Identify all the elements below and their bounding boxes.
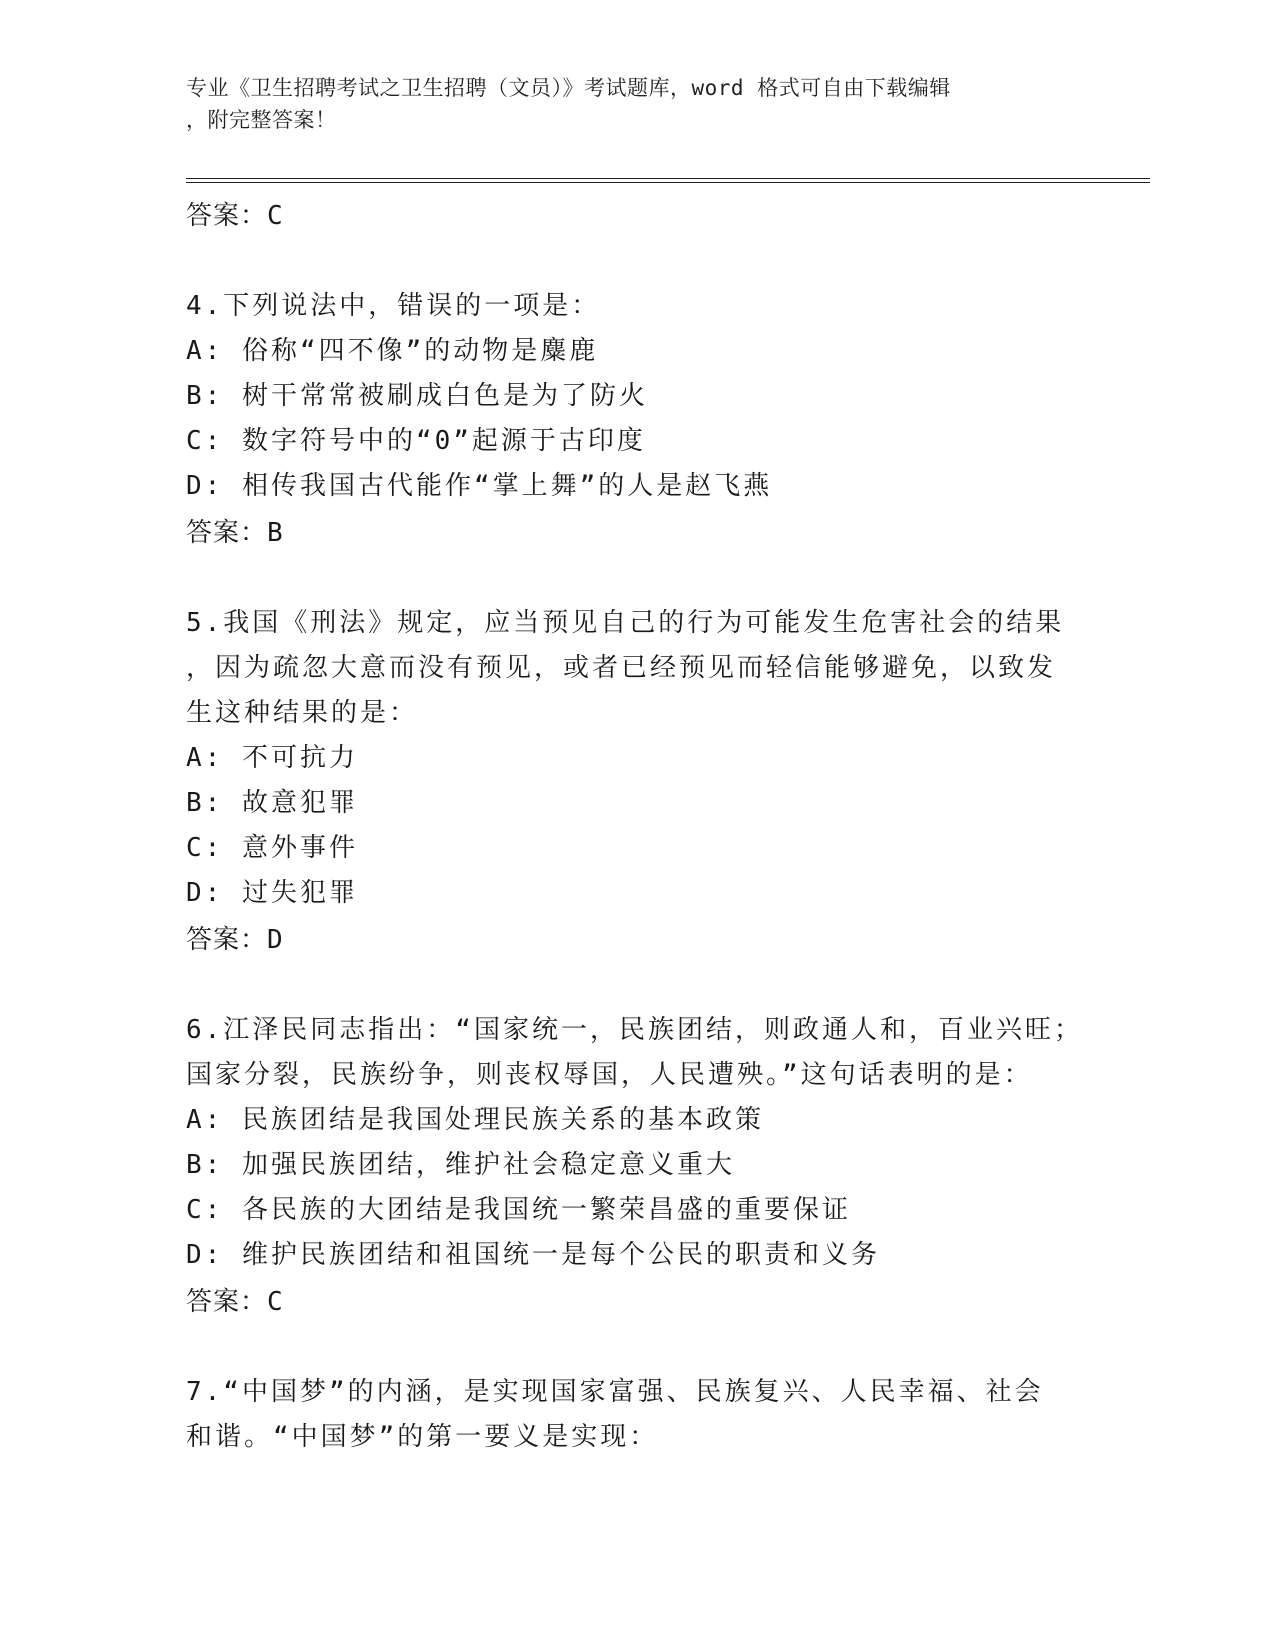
question-stem-line: 6.江泽民同志指出：“国家统一，民族团结，则政通人和，百业兴旺； — [186, 1015, 1083, 1045]
answer-value: C — [267, 201, 284, 231]
option-a: A: 俗称“四不像”的动物是麋鹿 — [186, 336, 599, 366]
option-b: B: 故意犯罪 — [186, 788, 358, 818]
header-line-1: 专业《卫生招聘考试之卫生招聘（文员）》考试题库，word 格式可自由下载编辑 — [186, 76, 951, 100]
document-body — [186, 192, 1086, 1460]
question-stem-line: 4.下列说法中，错误的一项是： — [186, 291, 601, 321]
page-header — [186, 72, 1086, 136]
question-stem-line: ，因为疏忽大意而没有预见，或者已经预见而轻信能够避免，以致发 — [186, 653, 1057, 683]
option-c: C: 各民族的大团结是我国统一繁荣昌盛的重要保证 — [186, 1195, 851, 1225]
question-block — [186, 1008, 1086, 1326]
spacer — [186, 1326, 1086, 1370]
answer-label: 答案： — [186, 925, 268, 955]
question-block — [186, 1370, 1086, 1460]
option-a: A: 不可抗力 — [186, 743, 358, 773]
answer-line — [186, 1278, 1086, 1326]
spacer — [186, 240, 1086, 284]
header-divider-bottom — [186, 182, 1150, 183]
answer-line — [186, 192, 1086, 240]
option-d: D: 维护民族团结和祖国统一是每个公民的职责和义务 — [186, 1240, 880, 1270]
option-d: D: 过失犯罪 — [186, 878, 358, 908]
question-stem-line: 5.我国《刑法》规定，应当预见自己的行为可能发生危害社会的结果 — [186, 608, 1065, 638]
question-stem-line: 国家分裂，民族纷争，则丧权辱国，人民遭殃。”这句话表明的是： — [186, 1060, 1033, 1090]
answer-value: B — [267, 518, 284, 548]
spacer — [186, 557, 1086, 601]
option-b: B: 加强民族团结，维护社会稳定意义重大 — [186, 1150, 735, 1180]
question-block — [186, 284, 1086, 557]
question-stem-line: 7.“中国梦”的内涵，是实现国家富强、民族复兴、人民幸福、社会 — [186, 1377, 1044, 1407]
header-divider-top — [186, 178, 1150, 179]
option-c: C: 意外事件 — [186, 833, 358, 863]
spacer — [186, 964, 1086, 1008]
answer-label: 答案： — [186, 201, 268, 231]
answer-label: 答案： — [186, 1287, 268, 1317]
answer-line — [186, 916, 1086, 964]
option-d: D: 相传我国古代能作“掌上舞”的人是赵飞燕 — [186, 471, 773, 501]
question-block — [186, 601, 1086, 964]
header-line-2: ，附完整答案！ — [186, 108, 337, 132]
answer-value: D — [267, 925, 284, 955]
question-stem-line: 和谐。“中国梦”的第一要义是实现： — [186, 1422, 659, 1452]
answer-label: 答案： — [186, 518, 268, 548]
answer-line — [186, 509, 1086, 557]
option-a: A: 民族团结是我国处理民族关系的基本政策 — [186, 1105, 764, 1135]
option-b: B: 树干常常被刷成白色是为了防火 — [186, 381, 648, 411]
option-c: C: 数字符号中的“0”起源于古印度 — [186, 426, 646, 456]
answer-value: C — [267, 1287, 284, 1317]
question-stem-line: 生这种结果的是： — [186, 698, 419, 728]
